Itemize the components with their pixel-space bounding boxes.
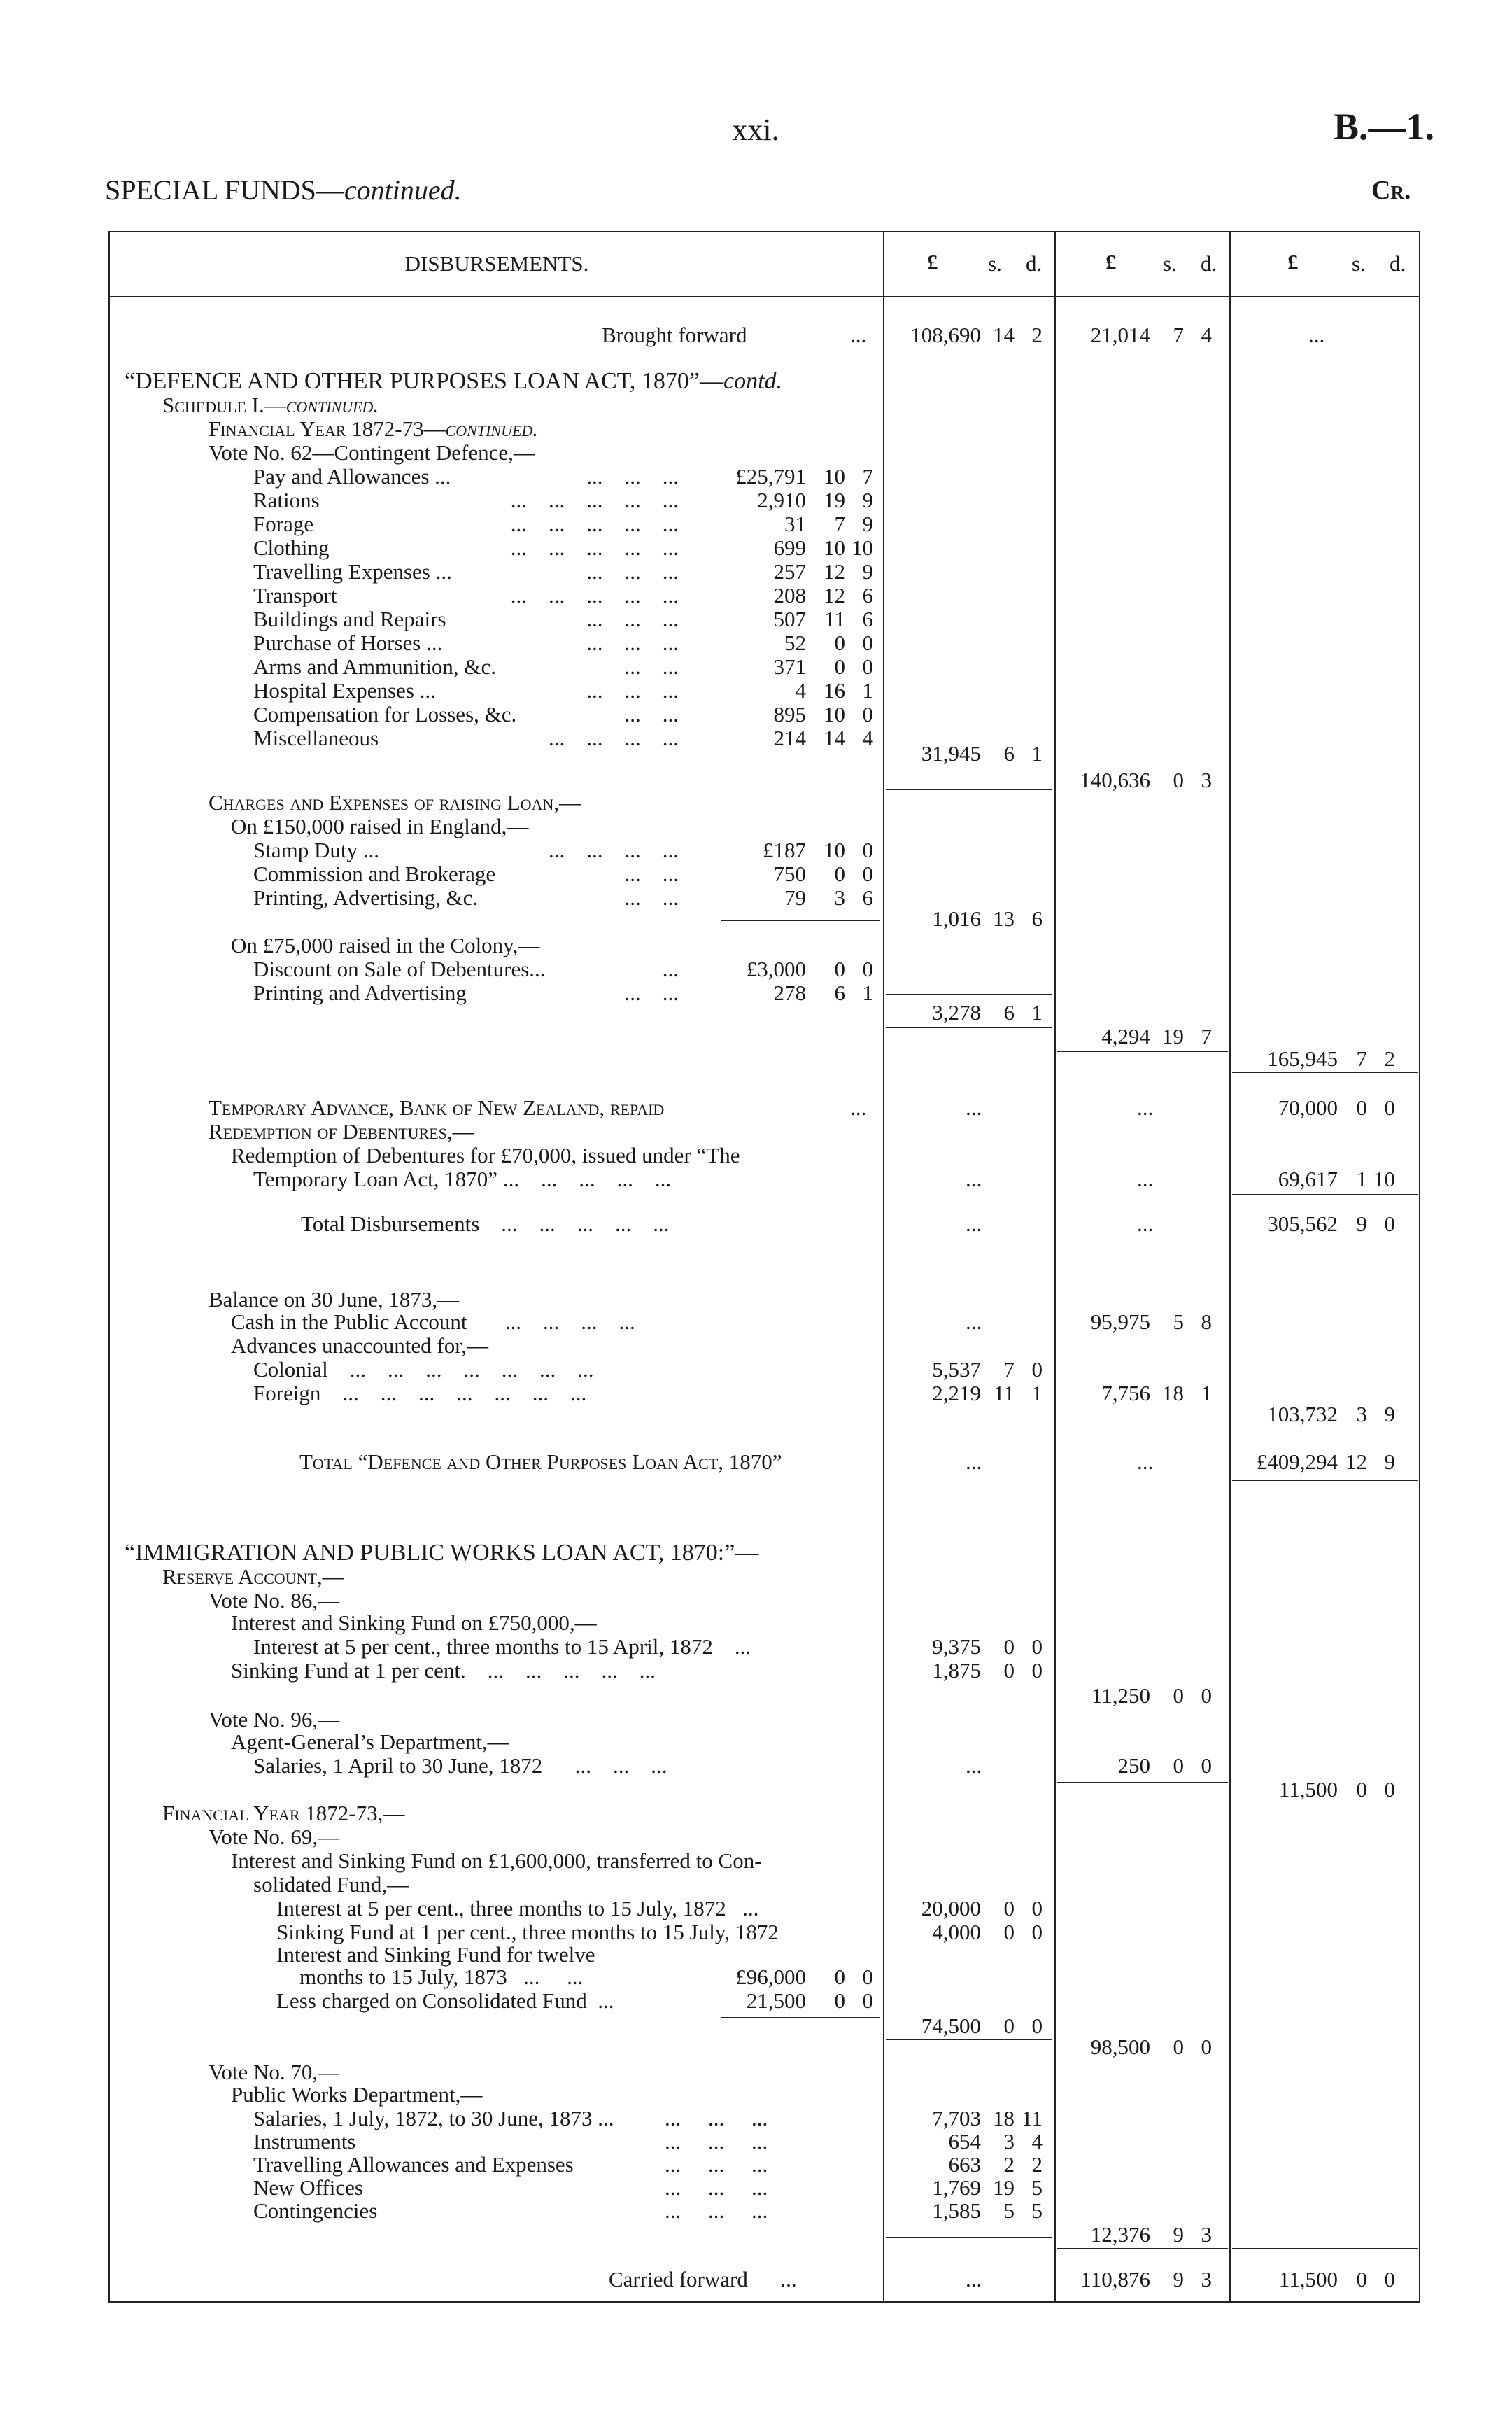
colony-label: On £75,000 raised in the Colony,— xyxy=(231,933,540,957)
line-item-value: 2,910 19 9 xyxy=(757,488,873,512)
line-item-label: Rations xyxy=(253,488,320,512)
net-value: 74,500 0 0 xyxy=(921,2014,1043,2038)
redemption-title: Redemption of Debentures,— xyxy=(209,1119,474,1144)
dots: ... xyxy=(966,1095,982,1120)
line-item-label: Travelling Expenses ... xyxy=(253,559,452,584)
line-item-label: Transport xyxy=(253,583,337,608)
brought-forward-label: Brought forward xyxy=(602,323,747,347)
line-item-value: 7,703 18 11 xyxy=(932,2106,1043,2130)
interest-5-value: 9,375 0 0 xyxy=(932,1634,1043,1659)
less-charged-label: Less charged on Consolidated Fund ... xyxy=(276,1988,614,2013)
leader-dots: ... ... ... xyxy=(665,2152,768,2177)
rule xyxy=(886,2039,1052,2040)
isf-1600000-a: Interest and Sinking Fund on £1,600,000, transferred to Con- xyxy=(231,1848,762,1873)
line-item-value: 750 0 0 xyxy=(773,862,873,886)
act-total-value: £409,294 12 9 xyxy=(1256,1449,1395,1474)
agent-general: Agent-General’s Department,— xyxy=(231,1729,509,1754)
grand-subtotal: 165,945 7 2 xyxy=(1267,1046,1395,1071)
dots: ... xyxy=(966,1753,982,1778)
line-item-label: Buildings and Repairs xyxy=(253,607,446,631)
rule xyxy=(886,789,1052,790)
dots: ... xyxy=(850,323,867,347)
temp-advance-value: 70,000 0 0 xyxy=(1278,1095,1395,1120)
isf-12-value: £96,000 0 0 xyxy=(735,1965,873,1989)
rule xyxy=(886,1027,1052,1028)
col-divider-2 xyxy=(1054,231,1056,2303)
total-disbursements-value: 305,562 9 0 xyxy=(1267,1212,1395,1236)
advances-total: 7,756 18 1 xyxy=(1101,1381,1212,1405)
line-item-label: Discount on Sale of Debentures... xyxy=(253,957,546,981)
immigration-title: “IMMIGRATION AND PUBLIC WORKS LOAN ACT, 1870:”— xyxy=(125,1540,759,1566)
rule xyxy=(1057,1782,1228,1783)
rule xyxy=(721,2017,880,2018)
balance-total: 103,732 3 9 xyxy=(1267,1402,1395,1426)
line-item-label: Stamp Duty ... xyxy=(253,838,379,862)
carried-forward-c3: 11,500 0 0 xyxy=(1278,2267,1395,2291)
reserve-total: 11,500 0 0 xyxy=(1278,1777,1395,1802)
interest-5-label: Interest at 5 per cent., three months to 15 April, 1872 ... xyxy=(253,1634,751,1659)
vote-86: Vote No. 86,— xyxy=(209,1588,340,1613)
dots: ... xyxy=(966,1449,982,1474)
dots: ... xyxy=(1137,1095,1154,1120)
rule xyxy=(1057,1051,1228,1052)
isf-750000: Interest and Sinking Fund on £750,000,— xyxy=(231,1610,597,1635)
leader-dots: ... ... ... xyxy=(665,2106,768,2130)
foreign-label: Foreign ... ... ... ... ... ... ... xyxy=(253,1381,587,1405)
dots: ... xyxy=(966,1212,982,1236)
leader-dots: ... ... xyxy=(624,654,679,679)
pound-header-3: £ xyxy=(1287,250,1299,274)
leader-dots: ... ... ... xyxy=(586,559,679,584)
vote-70-total: 12,376 9 3 xyxy=(1090,2222,1212,2247)
line-item-label: Printing, Advertising, &c. xyxy=(253,885,479,910)
table-bottom-rule xyxy=(108,2301,1420,2303)
line-item-value: £3,000 0 0 xyxy=(746,957,873,981)
rule xyxy=(1057,2248,1228,2249)
line-item-label: Commission and Brokerage xyxy=(253,862,496,886)
line-item-value: 663 2 2 xyxy=(948,2152,1043,2177)
line-item-label: Printing and Advertising xyxy=(253,981,467,1005)
dots: ... xyxy=(1137,1449,1154,1474)
line-item-value: 1,769 19 5 xyxy=(932,2175,1043,2200)
section-title: SPECIAL FUNDS—continued. xyxy=(105,174,462,206)
sinking-fund-b-label: Sinking Fund at 1 per cent., three months to 15 July, 1872 xyxy=(276,1920,779,1944)
salaries-96-value: 250 0 0 xyxy=(1117,1753,1212,1778)
leader-dots: ... ... ... ... ... xyxy=(510,583,679,608)
s-header-3: s. xyxy=(1352,251,1366,276)
line-item-value: 52 0 0 xyxy=(784,631,873,655)
brought-forward-c2: 21,014 7 4 xyxy=(1090,323,1212,347)
isf-12-b: months to 15 July, 1873 ... ... xyxy=(299,1965,584,1989)
leader-dots: ... ... ... xyxy=(586,607,679,631)
carried-forward-c1: ... xyxy=(966,2267,982,2291)
advances-label: Advances unaccounted for,— xyxy=(231,1333,489,1358)
leader-dots: ... ... ... ... ... xyxy=(510,512,679,536)
carried-forward-label: Carried forward ... xyxy=(609,2267,797,2291)
leader-dots: ... ... xyxy=(624,862,679,886)
sinking-fund-label: Sinking Fund at 1 per cent. ... ... ... ... ... xyxy=(231,1658,656,1683)
line-item-label: Contingencies xyxy=(253,2198,378,2223)
line-item-value: 4 16 1 xyxy=(795,678,873,703)
line-item-label: Instruments xyxy=(253,2129,356,2154)
temp-advance-label: Temporary Advance, Bank of New Zealand, repaid xyxy=(209,1095,665,1120)
vote-86-total: 11,250 0 0 xyxy=(1091,1683,1212,1708)
line-item-value: 654 3 4 xyxy=(948,2129,1043,2154)
leader-dots: ... ... ... xyxy=(586,464,679,489)
line-item-value: 507 11 6 xyxy=(773,607,873,631)
subtotal-140636: 140,636 0 3 xyxy=(1080,768,1212,792)
d-header-1: d. xyxy=(1026,251,1043,276)
less-charged-value: 21,500 0 0 xyxy=(746,1988,873,2013)
charges-total: 4,294 19 7 xyxy=(1101,1024,1212,1048)
dots: ... xyxy=(850,1095,867,1120)
line-item-value: 895 10 0 xyxy=(773,702,873,726)
s-header-2: s. xyxy=(1163,251,1177,276)
line-item-label: Forage xyxy=(253,512,314,536)
vote-96: Vote No. 96,— xyxy=(209,1707,340,1732)
line-item-label: Hospital Expenses ... xyxy=(253,678,436,703)
leader-dots: ... ... ... ... xyxy=(549,726,679,750)
vote-70: Vote No. 70,— xyxy=(209,2060,340,2084)
redemption-line2: Temporary Loan Act, 1870” ... ... ... ... ... xyxy=(253,1167,672,1191)
public-works-department: Public Works Department,— xyxy=(231,2082,483,2107)
rule xyxy=(1232,1194,1418,1195)
redemption-value: 69,617 1 10 xyxy=(1278,1167,1395,1191)
carried-forward-c2: 110,876 9 3 xyxy=(1080,2267,1212,2291)
leader-dots: ... ... ... xyxy=(665,2175,768,2200)
cash-value: 95,975 5 8 xyxy=(1090,1309,1212,1334)
line-item-value: 278 6 1 xyxy=(773,981,873,1005)
line-item-value: 214 14 4 xyxy=(773,726,873,750)
schedule-label: Schedule I.—continued. xyxy=(162,393,379,417)
line-item-label: Clothing xyxy=(253,535,330,560)
line-item-value: £187 10 0 xyxy=(763,838,873,862)
colonial-value: 5,537 7 0 xyxy=(932,1357,1043,1382)
page-number: xxi. xyxy=(732,113,779,147)
dots: ... xyxy=(966,1309,982,1334)
leader-dots: ... ... ... xyxy=(586,678,679,703)
line-item-value: 257 12 9 xyxy=(773,559,873,584)
line-item-label: Travelling Allowances and Expenses xyxy=(253,2152,574,2177)
line-item-value: 79 3 6 xyxy=(784,885,873,910)
pound-header-2: £ xyxy=(1105,250,1117,274)
d-header-2: d. xyxy=(1201,251,1217,276)
leader-dots: ... ... ... xyxy=(665,2198,768,2223)
line-item-label: Purchase of Horses ... xyxy=(253,631,443,655)
colony-total: 3,278 6 1 xyxy=(932,1000,1043,1025)
salaries-96-label: Salaries, 1 April to 30 June, 1872 ... ... ... xyxy=(253,1753,667,1778)
colonial-label: Colonial ... ... ... ... ... ... ... xyxy=(253,1357,594,1382)
doc-code: B.—1. xyxy=(1333,106,1434,148)
line-item-label: Salaries, 1 July, 1872, to 30 June, 1873 ... xyxy=(253,2106,614,2130)
header-rule xyxy=(108,296,1420,297)
leader-dots: ... ... ... ... xyxy=(549,838,679,862)
line-item-value: 208 12 6 xyxy=(773,583,873,608)
leader-dots: ... ... ... ... ... xyxy=(510,535,679,560)
line-item-value: 31 7 9 xyxy=(784,512,873,536)
line-item-value: £25,791 10 7 xyxy=(735,464,873,489)
dots: ... xyxy=(966,1167,982,1191)
cash-label: Cash in the Public Account ... ... ... ... xyxy=(231,1309,635,1334)
line-item-label: Compensation for Losses, &c. xyxy=(253,702,517,726)
rule xyxy=(1232,2248,1418,2249)
line-item-value: 699 10 10 xyxy=(773,535,873,560)
rule xyxy=(886,2237,1052,2238)
vote-69: Vote No. 69,— xyxy=(209,1825,340,1849)
dots: ... xyxy=(1137,1212,1154,1236)
financial-year-label: Financial Year 1872-73—continued. xyxy=(209,416,539,441)
isf-1600000-b: solidated Fund,— xyxy=(253,1872,409,1897)
left-border xyxy=(108,231,110,2303)
line-item-value: 1,585 5 5 xyxy=(932,2198,1043,2223)
line-item-label: Pay and Allowances ... xyxy=(253,464,451,489)
charges-title: Charges and Expenses of raising Loan,— xyxy=(209,790,581,815)
redemption-line1: Redemption of Debentures for £70,000, issued under “The xyxy=(231,1143,740,1167)
s-header-1: s. xyxy=(988,251,1002,276)
leader-dots: ... ... xyxy=(624,885,679,910)
vote-62-label: Vote No. 62—Contingent Defence,— xyxy=(209,440,535,465)
rule xyxy=(1232,1072,1418,1073)
england-label: On £150,000 raised in England,— xyxy=(231,814,529,838)
leader-dots: ... ... xyxy=(624,702,679,726)
col-divider-3 xyxy=(1229,231,1231,2303)
col-divider-1 xyxy=(883,231,884,2303)
line-item-label: New Offices xyxy=(253,2175,363,2200)
sinking-fund-b-value: 4,000 0 0 xyxy=(932,1920,1043,1944)
dots: ... xyxy=(1137,1167,1154,1191)
line-item-label: Miscellaneous xyxy=(253,726,379,750)
rule xyxy=(721,920,880,921)
defence-title: “DEFENCE AND OTHER PURPOSES LOAN ACT, 1870”—contd. xyxy=(125,368,783,394)
isf-12-a: Interest and Sinking Fund for twelve xyxy=(276,1942,595,1967)
brought-forward-c1: 108,690 14 2 xyxy=(910,323,1043,347)
table-top-rule xyxy=(108,231,1420,232)
act-total-label: Total “Defence and Other Purposes Loan Act, 1870” xyxy=(299,1449,782,1474)
vote-69-total: 98,500 0 0 xyxy=(1090,2035,1212,2059)
disbursements-header: DISBURSEMENTS. xyxy=(404,251,589,276)
leader-dots: ... ... ... ... ... xyxy=(510,488,679,512)
vote-62-total: 31,945 6 1 xyxy=(921,741,1043,766)
leader-dots: ... ... ... xyxy=(586,631,679,655)
fin-year-72-73: Financial Year 1872-73,— xyxy=(162,1801,405,1825)
leader-dots: ... xyxy=(662,957,679,981)
line-item-value: 371 0 0 xyxy=(773,654,873,679)
rule xyxy=(886,994,1052,995)
interest-5b-value: 20,000 0 0 xyxy=(921,1896,1043,1920)
pound-header-1: £ xyxy=(927,250,938,274)
interest-5b-label: Interest at 5 per cent., three months to 15 July, 1872 ... xyxy=(276,1896,759,1920)
brought-forward-c3: ... xyxy=(1308,323,1325,347)
right-border xyxy=(1419,231,1420,2303)
d-header-3: d. xyxy=(1390,251,1406,276)
credit-side: Cr. xyxy=(1371,176,1411,205)
rule xyxy=(1232,1480,1418,1481)
balance-label: Balance on 30 June, 1873,— xyxy=(209,1287,460,1312)
foreign-value: 2,219 11 1 xyxy=(932,1381,1043,1405)
leader-dots: ... ... ... xyxy=(665,2129,768,2154)
total-disbursements-label: Total Disbursements ... ... ... ... ... xyxy=(301,1212,670,1236)
sinking-fund-value: 1,875 0 0 xyxy=(932,1658,1043,1683)
reserve-account: Reserve Account,— xyxy=(162,1564,344,1589)
line-item-label: Arms and Ammunition, &c. xyxy=(253,654,497,679)
leader-dots: ... ... xyxy=(624,981,679,1005)
england-total: 1,016 13 6 xyxy=(932,906,1043,931)
